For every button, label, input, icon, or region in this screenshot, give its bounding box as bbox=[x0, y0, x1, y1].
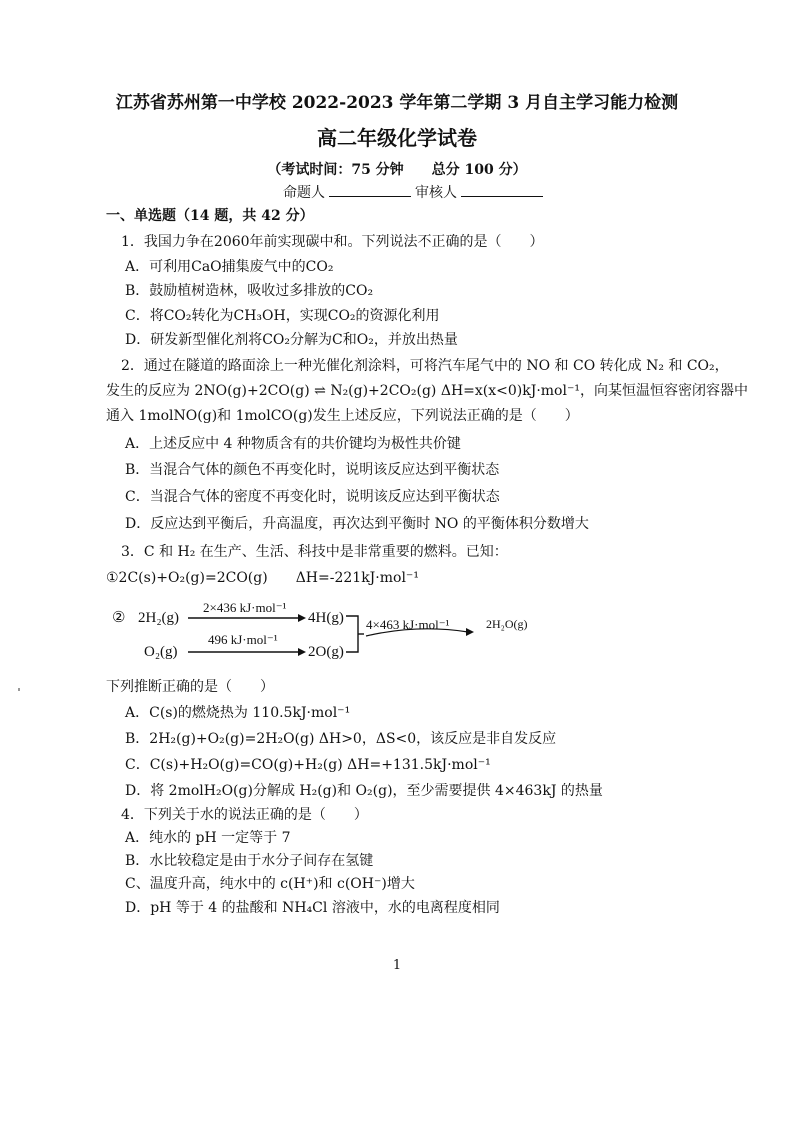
reviewer-label: 审核人 bbox=[415, 185, 457, 201]
paper-title: 高二年级化学试卷 bbox=[317, 126, 477, 150]
q4-option-c: C、温度升高，纯水中的 c(H⁺)和 c(OH⁻)增大 bbox=[125, 876, 415, 892]
exam-info: （考试时间：75 分钟 总分 100 分） bbox=[267, 162, 527, 178]
bond-energy-diagram bbox=[108, 598, 568, 668]
q4-option-a: A．纯水的 pH 一定等于 7 bbox=[125, 830, 291, 846]
water-product: 2H₂O(g) bbox=[486, 617, 528, 631]
h-atoms: 4H(g) bbox=[308, 610, 344, 626]
q2-option-c: C．当混合气体的密度不再变化时，说明该反应达到平衡状态 bbox=[125, 489, 500, 505]
q3-equation-1: ①2C(s)+O₂(g)=2CO(g) ΔH=-221kJ·mol⁻¹ bbox=[106, 570, 419, 586]
h2-bond-energy: 2×436 kJ·mol⁻¹ bbox=[203, 600, 287, 615]
school-title: 江苏省苏州第一中学校 2022-2023 学年第二学期 3 月自主学习能力检测 bbox=[115, 93, 679, 113]
section-title: 一、单选题（14 题，共 42 分） bbox=[106, 208, 314, 224]
combine-bracket bbox=[346, 616, 358, 652]
diagram-number: ② bbox=[112, 610, 126, 626]
q2-stem-line1: 2．通过在隧道的路面涂上一种光催化剂涂料，可将汽车尾气中的 NO 和 CO 转化成 N₂ 和 CO₂， bbox=[121, 358, 729, 374]
q2-option-d: D．反应达到平衡后，升高温度，再次达到平衡时 NO 的平衡体积分数增大 bbox=[125, 516, 589, 532]
q1-option-d: D．研发新型催化剂将CO₂分解为C和O₂，并放出热量 bbox=[125, 332, 458, 348]
q4-option-d: D．pH 等于 4 的盐酸和 NH₄Cl 溶液中，水的电离程度相同 bbox=[125, 900, 500, 916]
q4-stem: 4．下列关于水的说法正确的是（ ） bbox=[121, 807, 368, 823]
o2-bond-energy: 496 kJ·mol⁻¹ bbox=[208, 632, 278, 647]
combine-arrowhead bbox=[466, 628, 474, 636]
page-number: 1 bbox=[392, 958, 402, 973]
q1-option-b: B．鼓励植树造林，吸收过多排放的CO₂ bbox=[125, 283, 374, 299]
setter-label: 命题人 bbox=[283, 185, 325, 201]
q2-stem-line3: 通入 1molNO(g)和 1molCO(g)发生上述反应，下列说法正确的是（ ） bbox=[106, 408, 579, 424]
setter-reviewer-line bbox=[283, 182, 547, 203]
q3-option-a: A．C(s)的燃烧热为 110.5kJ·mol⁻¹ bbox=[125, 705, 351, 721]
h2-reactant: 2H₂(g) bbox=[138, 610, 180, 626]
q4-option-b: B．水比较稳定是由于水分子间存在氢键 bbox=[125, 853, 374, 869]
q3-option-b: B．2H₂(g)+O₂(g)=2H₂O(g) ΔH>0，ΔS<0，该反应是非自发反应 bbox=[125, 731, 557, 747]
h2-arrowhead bbox=[298, 614, 306, 622]
q2-option-b: B．当混合气体的颜色不再变化时，说明该反应达到平衡状态 bbox=[125, 462, 500, 478]
q3-stem: 3．C 和 H₂ 在生产、生活、科技中是非常重要的燃料。已知： bbox=[121, 544, 508, 560]
q3-option-d: D．将 2molH₂O(g)分解成 H₂(g)和 O₂(g)，至少需要提供 4×463kJ 的热量 bbox=[125, 783, 603, 799]
reviewer-blank bbox=[461, 182, 543, 197]
q1-stem: 1．我国力争在2060年前实现碳中和。下列说法不正确的是（ ） bbox=[121, 234, 544, 250]
setter-blank bbox=[329, 182, 411, 197]
q1-option-a: A．可利用CaO捕集废气中的CO₂ bbox=[125, 259, 334, 275]
combine-energy: 4×463 kJ·mol⁻¹ bbox=[366, 617, 450, 632]
q2-stem-line2: 发生的反应为 2NO(g)+2CO(g) ⇌ N₂(g)+2CO₂(g) ΔH=x(x<0)kJ·mol⁻¹，向某恒温恒容密闭容器中 bbox=[106, 383, 748, 399]
scan-artifact bbox=[18, 688, 20, 691]
o2-arrowhead bbox=[298, 648, 306, 656]
q3-option-c: C．C(s)+H₂O(g)=CO(g)+H₂(g) ΔH=+131.5kJ·mol⁻¹ bbox=[125, 757, 491, 773]
o2-reactant: O₂(g) bbox=[144, 644, 178, 660]
q3-prompt: 下列推断正确的是（ ） bbox=[106, 679, 274, 695]
q2-option-a: A．上述反应中 4 种物质含有的共价键均为极性共价键 bbox=[125, 436, 461, 452]
o-atoms: 2O(g) bbox=[308, 644, 344, 660]
q1-option-c: C．将CO₂转化为CH₃OH，实现CO₂的资源化利用 bbox=[125, 308, 440, 324]
